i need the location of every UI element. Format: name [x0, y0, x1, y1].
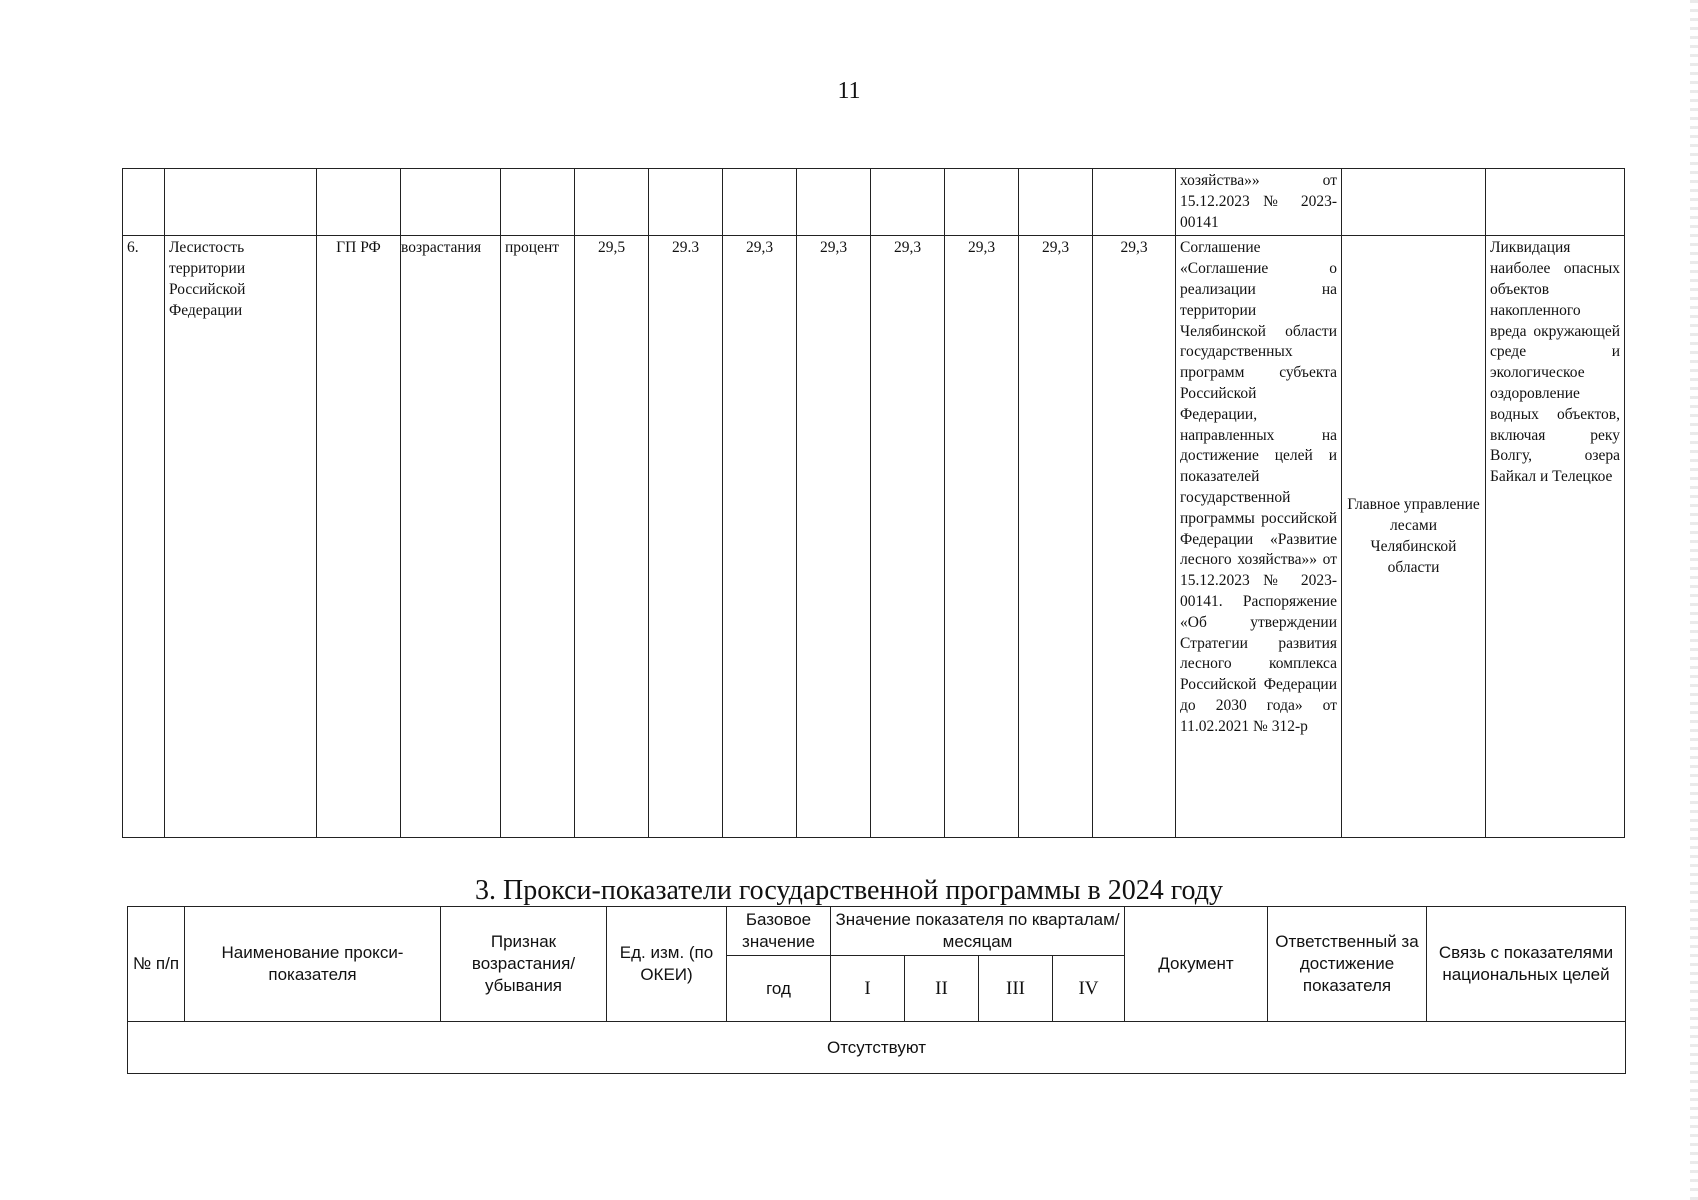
value-4: 29,3 — [871, 236, 945, 838]
header-q2: II — [905, 956, 979, 1022]
value-3: 29,3 — [797, 236, 871, 838]
base-value: 29,5 — [575, 236, 649, 838]
indicators-table-continued — [122, 168, 1625, 838]
header-trend: Признак возрастания/ убывания — [441, 907, 607, 1022]
page-number: 11 — [837, 78, 861, 104]
unit: процент — [501, 236, 575, 838]
section-title: 3. Прокси-показатели государственной программы в 2024 году — [475, 875, 1223, 906]
value-1: 29.3 — [649, 236, 723, 838]
value-5: 29,3 — [945, 236, 1019, 838]
document-cell: хозяйства»» от 15.12.2023 № 2023-00141 — [1176, 169, 1342, 236]
value-6: 29,3 — [1019, 236, 1093, 838]
header-responsible: Ответственный за достижение показателя — [1268, 907, 1427, 1022]
row-number: 6. — [123, 236, 165, 838]
indicator-level: ГП РФ — [317, 236, 401, 838]
header-unit: Ед. изм. (по ОКЕИ) — [607, 907, 727, 1022]
indicator-name: Лесистость территории Российской Федерации — [165, 236, 317, 838]
national-goals-cell: Ликвидация наиболее опасных объектов накопленного вреда окружающей среде и экологическое оздоровление водных объектов, включая реку Волгу, озера Байкал и Телецкое — [1486, 236, 1625, 838]
document-cell: Соглашение «Соглашение о реализации на территории Челябинской области государственных программ субъекта Российской Федерации, направленных на достижение целей и показателей государственной программы российской Федерации «Развитие лесного хозяйства»» от 15.12.2023 № 2023-00141. Распоряжение «Об утверждении Стратегии развития лесного комплекса Российской Федерации до 2030 года» от 11.02.2021 № 312-р — [1176, 236, 1342, 838]
scan-edge — [1690, 0, 1698, 1200]
header-base-year: год — [727, 956, 831, 1022]
header-goals: Связь с показателями национальных целей — [1427, 907, 1626, 1022]
trend-sign: возрастания — [401, 236, 501, 838]
header-q3: III — [979, 956, 1053, 1022]
value-2: 29,3 — [723, 236, 797, 838]
value-7: 29,3 — [1093, 236, 1176, 838]
empty-notice: Отсутствуют — [128, 1022, 1626, 1074]
proxy-indicators-table — [127, 906, 1626, 1074]
table-row — [123, 236, 1625, 838]
header-q1: I — [831, 956, 905, 1022]
header-q4: IV — [1053, 956, 1125, 1022]
header-name: Наименование прокси-показателя — [185, 907, 441, 1022]
table-row — [123, 169, 1625, 236]
header-document: Документ — [1125, 907, 1268, 1022]
header-row — [128, 907, 1626, 956]
header-base: Базовое значение — [727, 907, 831, 956]
table-row — [128, 1022, 1626, 1074]
header-quarters-group: Значение показателя по кварталам/месяцам — [831, 907, 1125, 956]
header-num: № п/п — [128, 907, 185, 1022]
responsible-cell: Главное управление лесами Челябинской области — [1342, 236, 1486, 838]
